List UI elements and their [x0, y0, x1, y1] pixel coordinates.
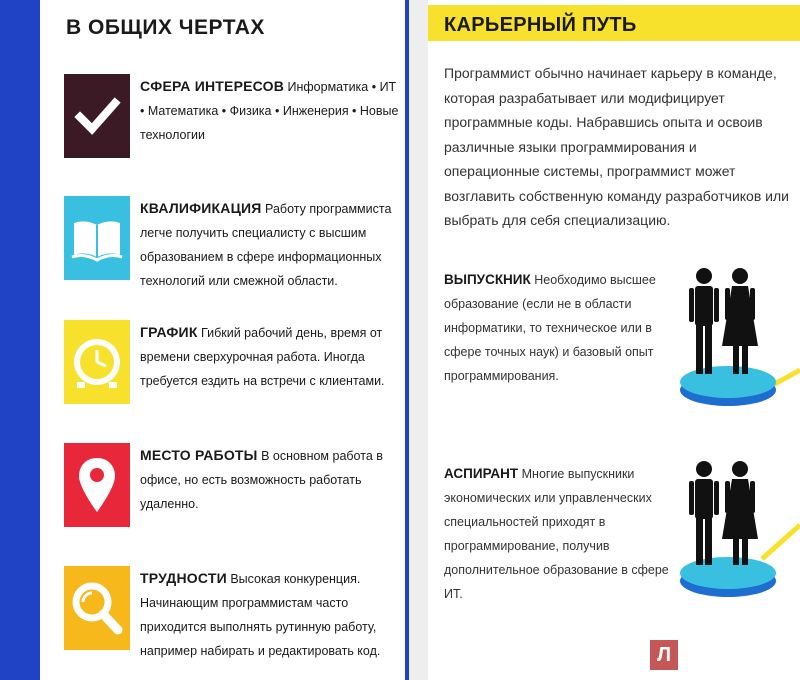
workplace-heading: МЕСТО РАБОТЫ	[140, 447, 258, 463]
left-blue-border	[0, 0, 40, 680]
stage-postgrad-body: Многие выпускники экономических или управленческих специальностей приходят в программирование, получив дополнительное образование в сфере ИТ.	[444, 467, 669, 601]
career-header	[428, 5, 800, 41]
map-pin-icon	[64, 443, 130, 527]
stage-graduate-heading: ВЫПУСКНИК	[444, 272, 531, 287]
watermark-logo: Л	[650, 640, 678, 670]
platform-top	[680, 557, 776, 589]
difficulties-body: Высокая конкуренция. Начинающим программистам часто приходится выполнять рутинную работу, например набирать и редактировать код.	[140, 572, 381, 658]
clock-icon	[64, 320, 130, 404]
qualification-heading: КВАЛИФИКАЦИЯ	[140, 200, 262, 216]
schedule-heading: ГРАФИК	[140, 324, 198, 340]
schedule-body: Гибкий рабочий день, время от времени сверхурочная работа. Иногда требуется ездить на встречи с клиентами.	[140, 326, 385, 388]
page-gutter	[409, 0, 428, 680]
workplace-body: В основном работа в офисе, но есть возможность работать удаленно.	[140, 449, 383, 511]
overview-title: В ОБЩИХ ЧЕРТАХ	[66, 16, 265, 39]
postgrad-people-figure	[674, 455, 800, 605]
man-figure	[689, 461, 719, 565]
stage-graduate	[444, 268, 670, 388]
magnifier-icon	[64, 566, 130, 650]
difficulties-heading: ТРУДНОСТИ	[140, 570, 227, 586]
book-icon	[64, 196, 130, 280]
interests-body: Информатика • ИТ • Математика • Физика • Инженерия • Новые технологии	[140, 80, 399, 142]
qualification-text	[140, 196, 400, 293]
overview-panel	[40, 0, 405, 680]
graduate-people-figure	[674, 262, 800, 412]
woman-figure	[722, 268, 758, 374]
difficulties-text	[140, 566, 400, 663]
career-panel	[428, 0, 800, 680]
woman-figure	[722, 461, 758, 565]
stage-graduate-body: Необходимо высшее образование (если не в области информатики, то техническое или в сфере точных наук) и базовый опыт программирования.	[444, 273, 656, 383]
career-intro: Программист обычно начинает карьеру в команде, которая разрабатывает или модифицирует программные коды. Набравшись опыта и освоив различные языки программирования и операционные системы, программист может возглавить собственную команду разработчиков или выбрать для себя специализацию.	[444, 65, 789, 228]
stage-postgrad-heading: АСПИРАНТ	[444, 466, 519, 481]
stage-postgrad	[444, 462, 670, 606]
schedule-text	[140, 320, 400, 393]
qualification-body: Работу программиста легче получить специалисту с высшим образованием в сфере информационных технологий или смежной области.	[140, 202, 392, 288]
interests-heading: СФЕРА ИНТЕРЕСОВ	[140, 78, 285, 94]
workplace-text	[140, 443, 400, 516]
path-connector	[762, 525, 800, 559]
interests-text	[140, 74, 400, 147]
platform-top	[680, 366, 776, 398]
career-title: КАРЬЕРНЫЙ ПУТЬ	[444, 14, 637, 36]
man-figure	[689, 268, 719, 374]
check-icon	[64, 74, 130, 158]
